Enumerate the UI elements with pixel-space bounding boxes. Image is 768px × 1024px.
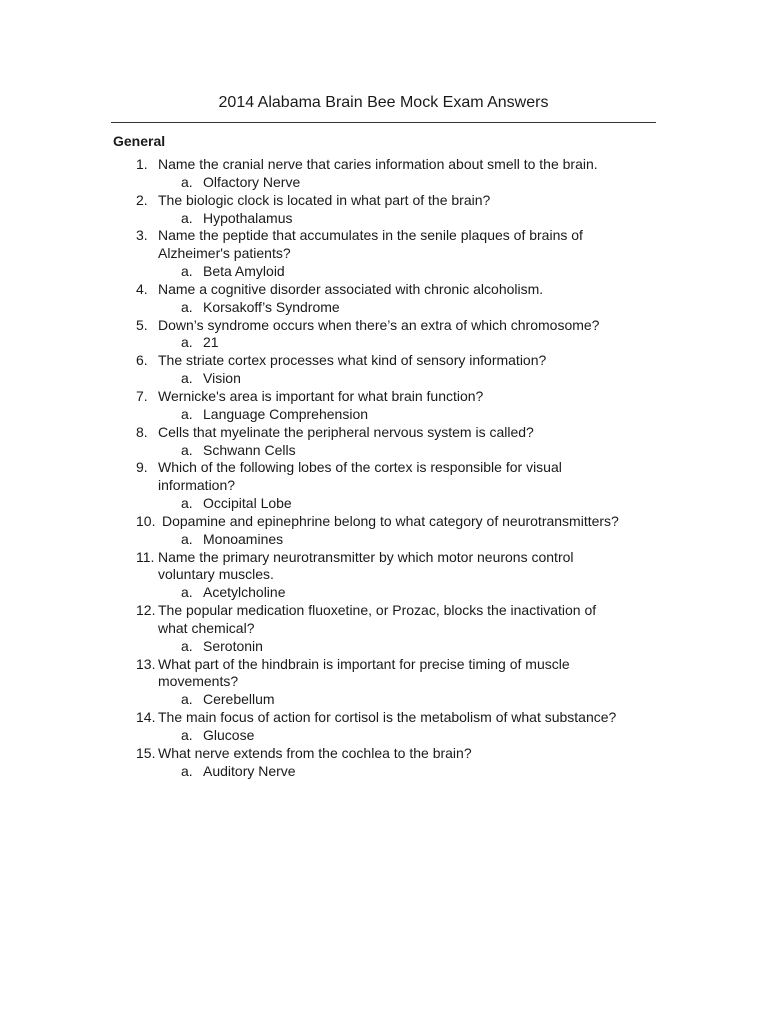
question-item: [0, 352, 768, 388]
answer-letter: a.: [181, 370, 193, 387]
question-item: [0, 745, 768, 781]
question-text-line-2: what chemical?: [158, 619, 255, 636]
question-text-line-2: voluntary muscles.: [158, 566, 274, 583]
question-item: [0, 281, 768, 317]
answer-line: [0, 174, 768, 192]
question-item: [0, 424, 768, 460]
question-item: [0, 513, 768, 549]
question-text: Cells that myelinate the peripheral nervous system is called?: [158, 423, 534, 440]
answer-letter: a.: [181, 691, 193, 708]
answer-letter: a.: [181, 530, 193, 547]
answer-letter: a.: [181, 762, 193, 779]
question-item: [0, 227, 768, 281]
question-text: Down’s syndrome occurs when there’s an extra of which chromosome?: [158, 316, 600, 333]
answer-text: Beta Amyloid: [203, 263, 285, 280]
answer-line: [0, 299, 768, 317]
question-text-line-2: Alzheimer's patients?: [158, 245, 291, 262]
question-number: 5.: [136, 316, 148, 333]
answer-line: [0, 584, 768, 602]
question-text-line-1: Which of the following lobes of the cortex is responsible for visual: [158, 459, 562, 476]
question-text: Dopamine and epinephrine belong to what category of neurotransmitters?: [162, 512, 619, 529]
answer-letter: a.: [181, 173, 193, 190]
question-number: 10.: [136, 512, 156, 529]
answer-letter: a.: [181, 441, 193, 458]
answer-text: 21: [203, 334, 219, 351]
question-text: The biologic clock is located in what part of the brain?: [158, 191, 491, 208]
question-item: [0, 602, 768, 656]
question-item: [0, 709, 768, 745]
answer-line: [0, 531, 768, 549]
question-text-line-1: Name the peptide that accumulates in the senile plaques of brains of: [158, 227, 583, 244]
question-text: The striate cortex processes what kind of sensory information?: [158, 352, 547, 369]
question-number: 14.: [136, 709, 156, 726]
question-text-line-1: What part of the hindbrain is important for precise timing of muscle: [158, 655, 570, 672]
answer-letter: a.: [181, 334, 193, 351]
question-number: 9.: [136, 459, 148, 476]
question-item: [0, 656, 768, 710]
answer-letter: a.: [181, 263, 193, 280]
answer-line: [0, 727, 768, 745]
question-number: 6.: [136, 352, 148, 369]
question-text: Name the cranial nerve that caries information about smell to the brain.: [158, 156, 598, 172]
answer-text: Auditory Nerve: [203, 762, 296, 779]
question-text-line-1: Name the primary neurotransmitter by which motor neurons control: [158, 548, 574, 565]
question-text-line-2: information?: [158, 477, 236, 494]
question-number: 3.: [136, 227, 148, 244]
question-item: [0, 459, 768, 513]
question-number: 15.: [136, 744, 156, 761]
question-number: 4.: [136, 280, 148, 297]
answer-text: Monoamines: [203, 530, 284, 547]
answer-text: Hypothalamus: [203, 209, 293, 226]
answer-line: [0, 763, 768, 781]
answer-letter: a.: [181, 637, 193, 654]
answer-text: Glucose: [203, 727, 255, 743]
page-title: 2014 Alabama Brain Bee Mock Exam Answers: [218, 94, 549, 111]
question-text-line-1: The popular medication fluoxetine, or Prozac, blocks the inactivation of: [158, 602, 597, 619]
question-number: 12.: [136, 602, 156, 619]
answer-text: Occipital Lobe: [203, 495, 292, 512]
question-text: Name a cognitive disorder associated with chronic alcoholism.: [158, 280, 544, 297]
answer-text: Korsakoff’s Syndrome: [203, 298, 340, 315]
answer-line: [0, 406, 768, 424]
answer-text: Acetylcholine: [203, 584, 286, 601]
answer-line: [0, 442, 768, 460]
question-item: [0, 192, 768, 228]
question-item: [0, 317, 768, 353]
question-number: 8.: [136, 423, 148, 440]
question-text: What nerve extends from the cochlea to the brain?: [158, 744, 472, 761]
question-number: 13.: [136, 655, 156, 672]
answer-letter: a.: [181, 584, 193, 601]
answer-line: [0, 210, 768, 228]
title-divider: [111, 122, 656, 123]
answer-text: Vision: [203, 370, 241, 387]
answer-text: Olfactory Nerve: [203, 173, 301, 190]
question-number: 1.: [136, 156, 148, 172]
answer-letter: a.: [181, 209, 193, 226]
answer-line: [0, 263, 768, 281]
question-text: The main focus of action for cortisol is the metabolism of what substance?: [158, 709, 617, 726]
question-text-line-2: movements?: [158, 673, 239, 690]
answer-text: Language Comprehension: [203, 405, 369, 422]
question-item: [0, 156, 768, 192]
answer-text: Cerebellum: [203, 691, 275, 708]
question-item: [0, 388, 768, 424]
question-number: 11.: [136, 548, 155, 565]
question-number: 7.: [136, 387, 148, 404]
answer-line: [0, 638, 768, 656]
question-number: 2.: [136, 191, 148, 208]
answer-letter: a.: [181, 405, 193, 422]
answer-text: Schwann Cells: [203, 441, 296, 458]
answer-line: [0, 495, 768, 513]
answer-line: [0, 370, 768, 388]
answer-line: [0, 334, 768, 352]
answer-text: Serotonin: [203, 637, 263, 654]
question-text: Wernicke's area is important for what brain function?: [158, 387, 484, 404]
answer-line: [0, 691, 768, 709]
answer-letter: a.: [181, 298, 193, 315]
section-heading: General: [113, 133, 166, 149]
answer-letter: a.: [181, 727, 193, 743]
question-item: [0, 549, 768, 603]
answer-letter: a.: [181, 495, 193, 512]
question-list: [0, 156, 768, 781]
